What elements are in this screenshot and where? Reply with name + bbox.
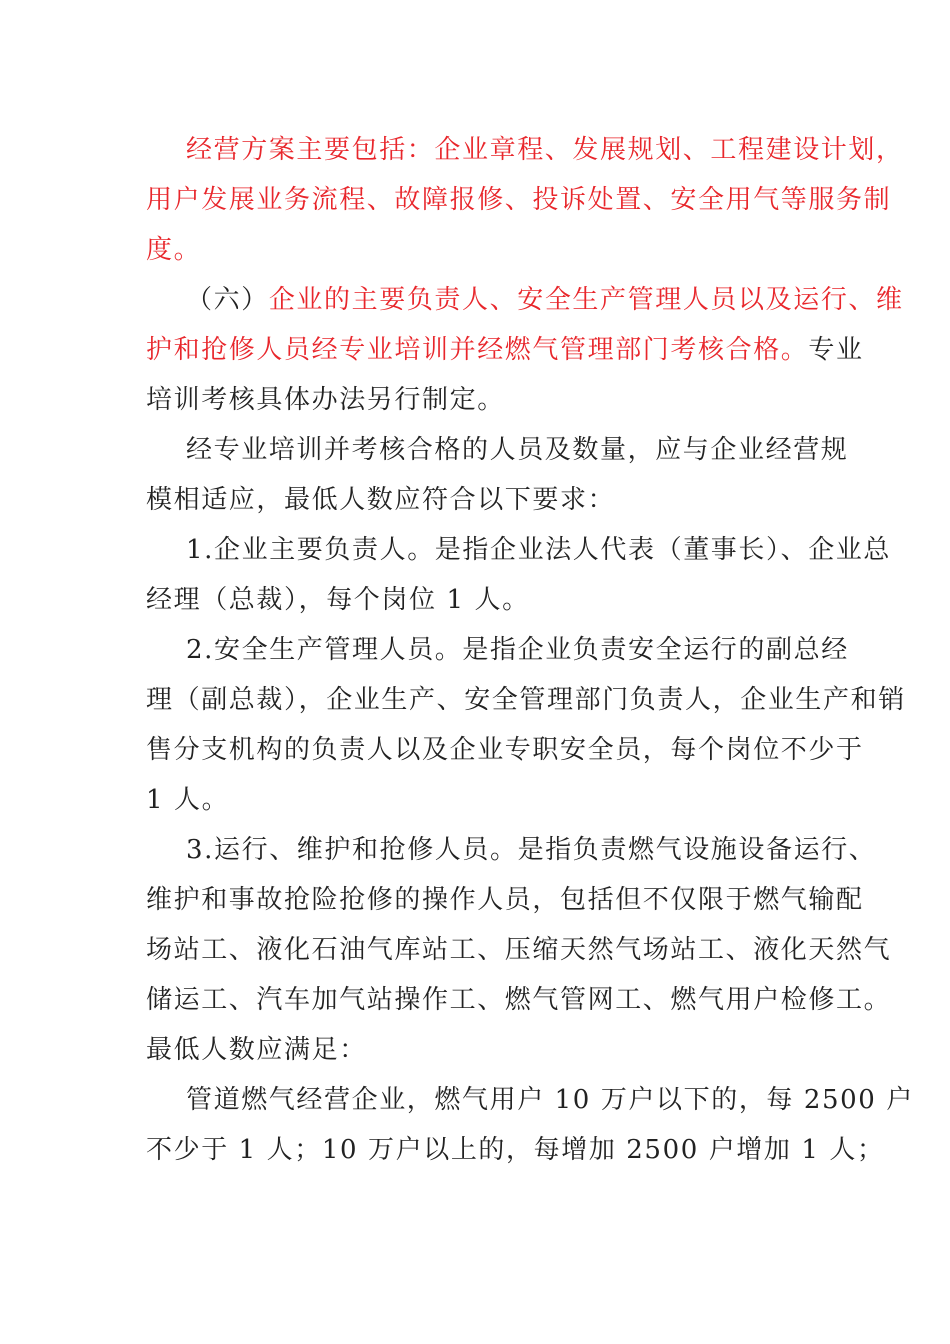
text-run: 企业的主要负责人、安全生产管理人员以及运行、维 xyxy=(268,285,904,315)
text-line xyxy=(146,583,530,617)
text-run: 管道燃气经营企业，燃气用户 10 万户以下的，每 2500 户 xyxy=(186,1085,914,1115)
text-line xyxy=(146,883,864,917)
text-line xyxy=(186,633,849,667)
text-line xyxy=(146,1033,367,1067)
text-run: 理（副总裁），企业生产、安全管理部门负责人，企业生产和销 xyxy=(146,685,906,715)
text-line xyxy=(146,983,891,1017)
text-line xyxy=(186,133,904,167)
text-line xyxy=(146,733,864,767)
text-run: 经专业培训并考核合格的人员及数量，应与企业经营规 xyxy=(186,435,849,465)
text-line xyxy=(186,533,891,567)
text-run: 用户发展业务流程、故障报修、投诉处置、安全用气等服务制 xyxy=(146,185,892,215)
text-run: 不少于 1 人；10 万户以上的，每增加 2500 户增加 1 人； xyxy=(146,1135,885,1165)
text-line xyxy=(146,383,505,417)
text-line xyxy=(186,433,848,467)
text-run: 模相适应，最低人数应符合以下要求： xyxy=(146,485,616,515)
text-run: 3.运行、维护和抢修人员。是指负责燃气设施设备运行、 xyxy=(186,835,877,865)
text-line xyxy=(186,1083,914,1117)
text-run: 售分支机构的负责人以及企业专职安全员，每个岗位不少于 xyxy=(146,735,864,765)
text-run: 1.企业主要负责人。是指企业法人代表（董事长）、企业总 xyxy=(186,535,892,565)
text-run: 护和抢修人员经专业培训并经燃气管理部门考核合格。 xyxy=(146,335,809,365)
text-run: 2.安全生产管理人员。是指企业负责安全运行的副总经 xyxy=(186,635,849,665)
text-run: 维护和事故抢险抢修的操作人员，包括但不仅限于燃气输配 xyxy=(146,885,864,915)
text-line xyxy=(146,333,864,367)
text-line xyxy=(146,1133,885,1167)
text-run: 经理（总裁），每个岗位 1 人。 xyxy=(146,585,530,615)
text-run: 最低人数应满足： xyxy=(146,1035,367,1065)
text-line xyxy=(146,183,891,217)
text-run: 经营方案主要包括：企业章程、发展规划、工程建设计划， xyxy=(186,135,904,165)
text-line xyxy=(146,233,201,267)
text-run: 场站工、液化石油气库站工、压缩天然气场站工、液化天然气 xyxy=(146,935,892,965)
text-line xyxy=(146,783,229,817)
text-line xyxy=(186,283,904,317)
text-run: 储运工、汽车加气站操作工、燃气管网工、燃气用户检修工。 xyxy=(146,985,892,1015)
text-run: 1 人。 xyxy=(146,785,230,815)
text-line xyxy=(146,933,891,967)
text-run: 专业 xyxy=(808,335,864,365)
text-line xyxy=(146,483,615,517)
text-run: （六） xyxy=(186,285,269,315)
text-line xyxy=(186,833,876,867)
text-run: 培训考核具体办法另行制定。 xyxy=(146,385,505,415)
text-line xyxy=(146,683,906,717)
text-run: 度。 xyxy=(146,235,202,265)
